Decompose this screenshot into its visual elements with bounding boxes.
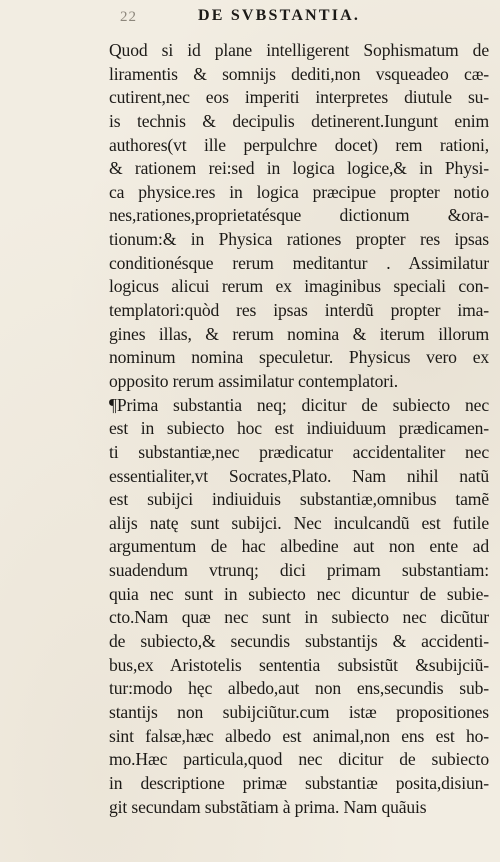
text-line: in descriptione primæ substantiæ posita,disiun- (109, 772, 489, 793)
text-line: tionum:& in Physica rationes propter res ipsas (109, 229, 489, 250)
text-line: tur:modo hęc albedo,aut non ens,secundis sub- (109, 678, 489, 699)
text-line: suadendum vtrunq; dici primam substantiam: (109, 560, 489, 581)
text-line: & rationem rei:sed in logica logice,& in Physi- (109, 158, 489, 179)
text-line: nes,rationes,proprietatésque dictionum &ora- (109, 205, 489, 226)
text-line: nominum nomina speculetur. Physicus vero ex (109, 347, 489, 368)
text-line: ¶Prima substantia neq; dicitur de subiecto nec (109, 394, 489, 415)
text-line: stantijs non subijciũtur.cum istæ propositiones (109, 701, 489, 722)
text-line: sint falsæ,hæc albedo est animal,non ens est ho- (109, 725, 489, 746)
text-line: liramentis & somnijs dediti,non vsqueadeo cæ- (109, 63, 489, 84)
text-line: de subiecto,& secundis substantijs & accidenti- (109, 631, 489, 652)
body-text (109, 39, 489, 819)
text-line: bus,ex Aristotelis sententia subsistũt &subijciũ- (109, 654, 489, 675)
text-line: ti substantiæ,nec prædicatur accidentaliter nec (109, 441, 489, 462)
text-line: cto.Nam quæ nec sunt in subiecto nec dicũtur (109, 607, 489, 628)
text-line: ca physice.res in logica præcipue propter notio (109, 181, 489, 202)
text-line: est in subiecto hoc est indiuiduum prædicamen- (109, 418, 489, 439)
text-line: is technis & decipulis detinerent.Iungunt enim (109, 110, 489, 131)
text-line: mo.Hæc particula,quod nec dicitur de subiecto (109, 749, 489, 770)
text-line: logicus alicui rerum ex imaginibus speciali con- (109, 276, 489, 297)
text-line: conditionésque rerum meditantur . Assimilatur (109, 252, 489, 273)
text-line: essentialiter,vt Socrates,Plato. Nam nihil natũ (109, 465, 489, 486)
text-line: Quod si id plane intelligerent Sophismatum de (109, 40, 489, 60)
page-header (0, 7, 500, 29)
text-line: cutirent,nec eos imperiti interpretes diutule su- (109, 87, 489, 108)
text-line: quia nec sunt in subiecto nec dicuntur de subie- (109, 583, 489, 604)
text-line: est subijci indiuiduis substantiæ,omnibus tamẽ (109, 489, 489, 510)
text-line: gines illas, & rerum nomina & iterum illorum (109, 323, 489, 344)
show-through-mark (408, 770, 448, 810)
text-line: argumentum de hac albedine aut non ente ad (109, 536, 489, 557)
text-line: templatori:quòd res ipsas interdũ propter ima- (109, 300, 489, 321)
text-line: authores(vt ille perpulchre docet) rem rationi, (109, 134, 489, 155)
text-line: git secundam substãtiam à prima. Nam quãuis (109, 796, 427, 817)
page-number: 22 (120, 9, 137, 25)
text-line: opposito rerum assimilatur contemplatori. (109, 370, 398, 391)
text-line: alijs natę sunt subijci. Nec inculcandũ est futile (109, 512, 489, 533)
running-head: DE SVBSTANTIA. (198, 7, 361, 24)
